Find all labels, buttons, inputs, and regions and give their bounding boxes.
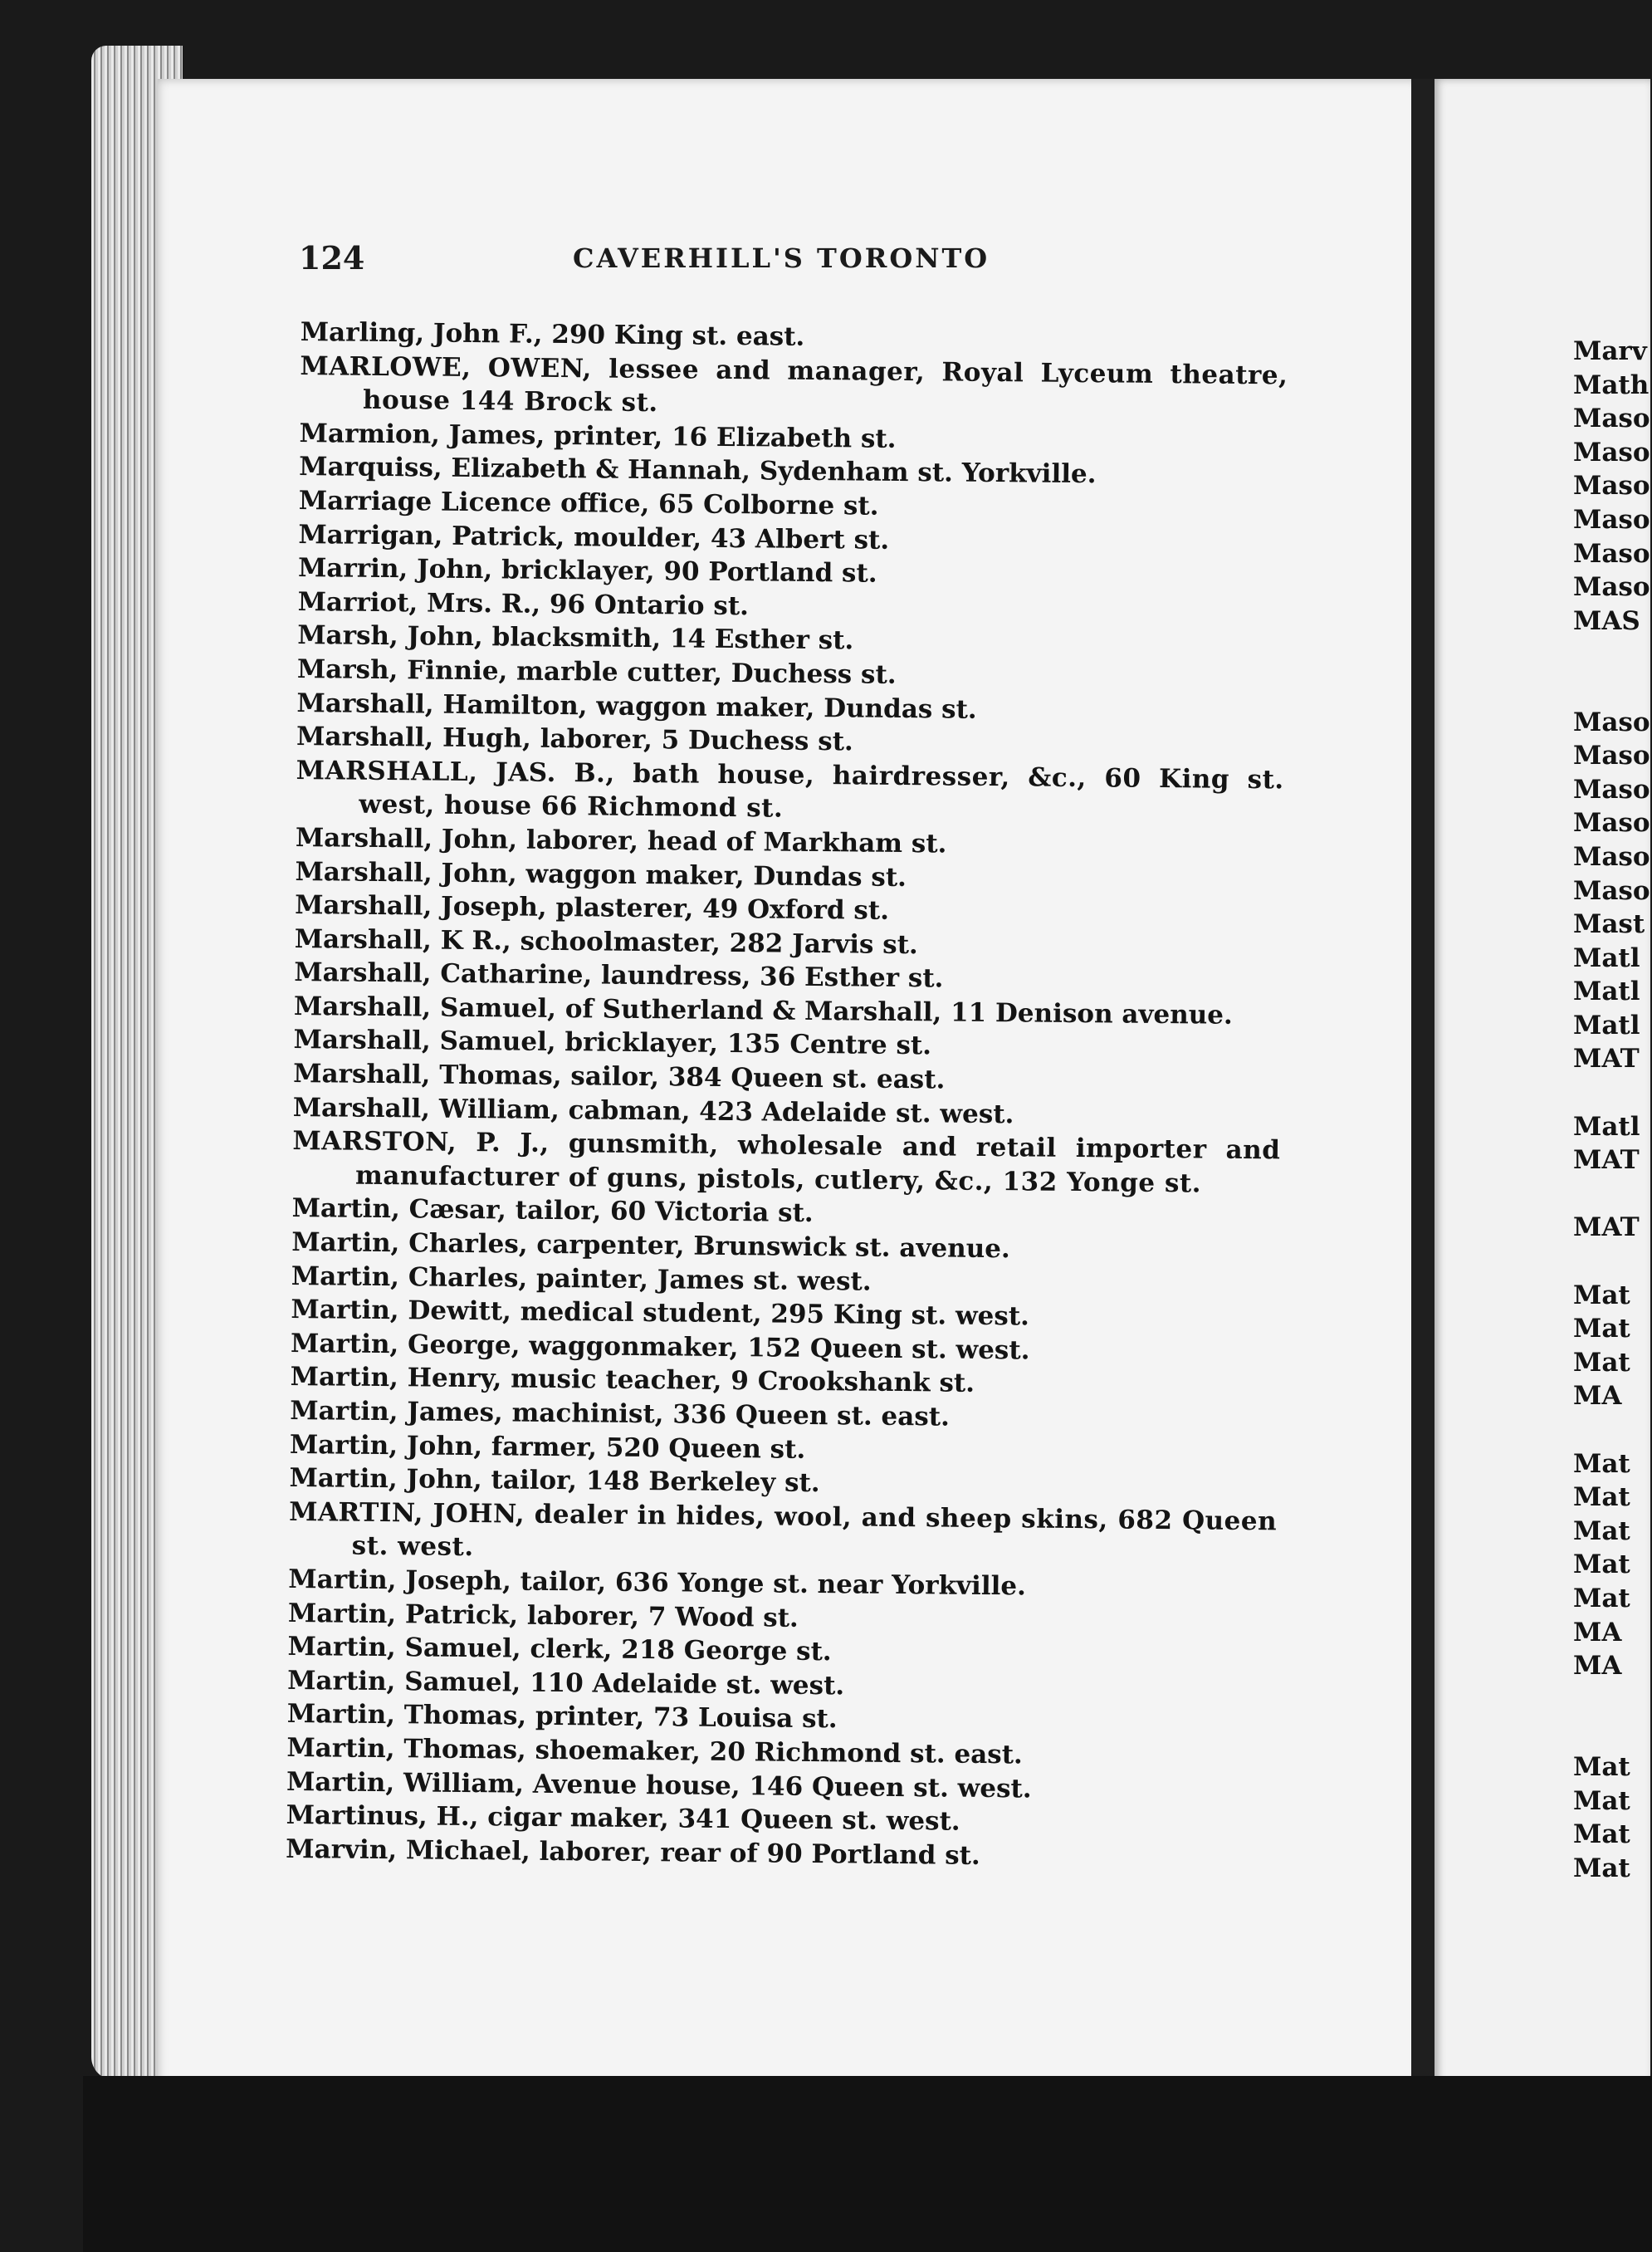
right-page-fragment: Mat (1573, 1785, 1630, 1816)
directory-entry: Marrigan, Patrick, moulder, 43 Albert st. (298, 519, 890, 556)
directory-entry: MARSTON, P. J., gunsmith, wholesale and retail importer and manufacturer of guns, pistols, cutlery, &c., 132 Yonge st. (292, 1126, 1281, 1199)
right-page-fragment: Mat (1573, 1853, 1630, 1883)
scan-background (83, 2076, 1652, 2252)
right-page-fragment: Mat (1573, 1482, 1630, 1513)
right-page-fragment: Maso (1573, 504, 1650, 535)
book-gutter (1411, 79, 1436, 2088)
right-page-fragment: Mat (1573, 1515, 1630, 1546)
directory-entry: Marshall, Samuel, bricklayer, 135 Centre st. (293, 1025, 932, 1061)
right-page-fragment: MAT (1573, 1145, 1640, 1176)
directory-entry: Marrin, John, bricklayer, 90 Portland st. (297, 553, 877, 589)
right-page-fragment: MA (1573, 1617, 1622, 1647)
right-page-fragment (1573, 1413, 1648, 1447)
directory-entry: MARTIN, JOHN, dealer in hides, wool, and sheep skins, 682 Queen st. west. (288, 1496, 1278, 1563)
right-page-fragment: Maso (1573, 538, 1650, 569)
right-page-fragments (1573, 335, 1648, 1885)
right-page-fragment: MAS (1573, 605, 1640, 636)
directory-entry: Martin, James, machinist, 336 Queen st. east. (290, 1395, 951, 1432)
directory-entry: Martin, Charles, carpenter, Brunswick st. avenue. (291, 1226, 1010, 1265)
directory-entry: Marvin, Michael, laborer, rear of 90 Portland st. (286, 1833, 980, 1871)
right-page-fragment: MA (1573, 1381, 1622, 1412)
directory-entry: Marshall, Thomas, sailor, 384 Queen st. east. (293, 1059, 946, 1095)
directory-entry: Marshall, Hamilton, waggon maker, Dundas st. (296, 688, 977, 725)
right-page-fragment: Maso (1573, 875, 1650, 906)
right-page-fragment (1573, 638, 1648, 672)
right-page-fragment: Mat (1573, 1549, 1630, 1580)
directory-entry: Marling, John F., 290 King st. east. (300, 316, 805, 352)
directory-entry: MARLOWE, OWEN, lessee and manager, Royal Lyceum theatre, house 144 Brock st. (300, 350, 1288, 419)
right-page-fragment: Mat (1573, 1819, 1630, 1850)
directory-entry: Martin, John, farmer, 520 Queen st. (289, 1429, 806, 1465)
right-page-fragment: Maso (1573, 841, 1650, 872)
directory-entry: Martin, Cæsar, tailor, 60 Victoria st. (291, 1193, 814, 1229)
directory-entry: Martin, Samuel, clerk, 218 George st. (287, 1632, 832, 1667)
page-number: 124 (299, 239, 365, 277)
directory-entry: Martin, Thomas, printer, 73 Louisa st. (286, 1699, 838, 1735)
right-page-fragment: Maso (1573, 471, 1650, 502)
right-page-fragment: MAT (1573, 1212, 1640, 1243)
directory-entry: Martin, Samuel, 110 Adelaide st. west. (287, 1665, 845, 1701)
right-page-fragment (1573, 1076, 1648, 1110)
right-page-fragment (1573, 1245, 1648, 1279)
directory-entry: MARSHALL, JAS. B., bath house, hairdresser, &c., 60 King st. west, house 66 Richmond st. (296, 755, 1284, 824)
right-page-fragment (1573, 672, 1648, 706)
directory-entry: Marshall, John, laborer, head of Markham st. (295, 822, 947, 859)
right-page-fragment (1573, 1177, 1648, 1212)
right-page-fragment: Mat (1573, 1583, 1630, 1613)
right-page-fragment: Mat (1573, 1314, 1630, 1344)
directory-entry: Martin, Patrick, laborer, 7 Wood st. (287, 1598, 799, 1633)
right-page-fragment: Matl (1573, 1010, 1640, 1040)
directory-entry: Marshall, John, waggon maker, Dundas st. (295, 856, 907, 893)
directory-entry: Martin, Dewitt, medical student, 295 King st. west. (291, 1295, 1030, 1332)
directory-entry: Martin, Henry, music teacher, 9 Crookshank st. (290, 1362, 975, 1399)
right-page-fragment (1573, 1716, 1648, 1750)
directory-entry: Marriot, Mrs. R., 96 Ontario st. (297, 586, 750, 621)
running-head (299, 239, 1212, 277)
directory-entry: Martin, George, waggonmaker, 152 Queen st. west. (290, 1328, 1030, 1366)
right-page-fragment: Maso (1573, 774, 1650, 805)
right-page-fragment: Maso (1573, 707, 1650, 737)
right-page-fragment: Math (1573, 370, 1650, 400)
directory-entry: Marshall, William, cabman, 423 Adelaide st. west. (292, 1092, 1014, 1129)
right-page-fragment: Matl (1573, 942, 1640, 973)
right-page-fragment: Maso (1573, 404, 1650, 434)
right-page-fragment: Maso (1573, 437, 1650, 468)
right-page-fragment: Matl (1573, 977, 1640, 1007)
directory-entry: Marshall, Samuel, of Sutherland & Marshall, 11 Denison avenue. (293, 991, 1233, 1031)
directory-entry: Marsh, John, blacksmith, 14 Esther st. (297, 620, 854, 656)
right-page-fragment: Mat (1573, 1751, 1630, 1782)
right-page-fragment: Maso (1573, 808, 1650, 839)
right-page-fragment (1573, 1683, 1648, 1717)
right-page-fragment: MA (1573, 1651, 1622, 1682)
directory-entry: Marsh, Finnie, marble cutter, Duchess st. (296, 654, 897, 690)
directory-entry: Martin, Thomas, shoemaker, 20 Richmond st. east. (286, 1732, 1023, 1770)
right-page-fragment: MAT (1573, 1044, 1640, 1075)
right-page-fragment: Matl (1573, 1111, 1640, 1142)
directory-entry: Martin, William, Avenue house, 146 Queen st. west. (286, 1766, 1032, 1804)
directory-entry: Marmion, James, printer, 16 Elizabeth st. (299, 418, 897, 454)
directory-entries (286, 316, 1288, 1876)
directory-entry: Martinus, H., cigar maker, 341 Queen st. west. (286, 1800, 960, 1837)
directory-entry: Martin, Charles, painter, James st. west. (291, 1261, 872, 1297)
directory-entry: Marshall, Hugh, laborer, 5 Duchess st. (296, 722, 853, 757)
directory-entry: Marquiss, Elizabeth & Hannah, Sydenham st. Yorkville. (299, 452, 1097, 490)
directory-entry: Martin, Joseph, tailor, 636 Yonge st. near Yorkville. (288, 1564, 1027, 1602)
directory-entry: Marshall, Joseph, plasterer, 49 Oxford st. (295, 890, 890, 926)
directory-entry: Martin, John, tailor, 148 Berkeley st. (289, 1463, 820, 1499)
right-page-fragment: Mat (1573, 1448, 1630, 1479)
right-page-fragment: Marv (1573, 336, 1647, 366)
right-page-fragment: Maso (1573, 572, 1650, 603)
right-page-fragment: Mat (1573, 1347, 1630, 1378)
right-page-fragment: Mat (1573, 1280, 1630, 1310)
right-page-fragment: Maso (1573, 741, 1650, 771)
right-page-fragment: Mast (1573, 909, 1645, 940)
page-title: CAVERHILL'S TORONTO (573, 242, 990, 274)
directory-entry: Marshall, Catharine, laundress, 36 Esther st. (294, 957, 944, 994)
directory-entry: Marriage Licence office, 65 Colborne st. (298, 485, 879, 521)
directory-entry: Marshall, K R., schoolmaster, 282 Jarvis st. (294, 923, 918, 960)
